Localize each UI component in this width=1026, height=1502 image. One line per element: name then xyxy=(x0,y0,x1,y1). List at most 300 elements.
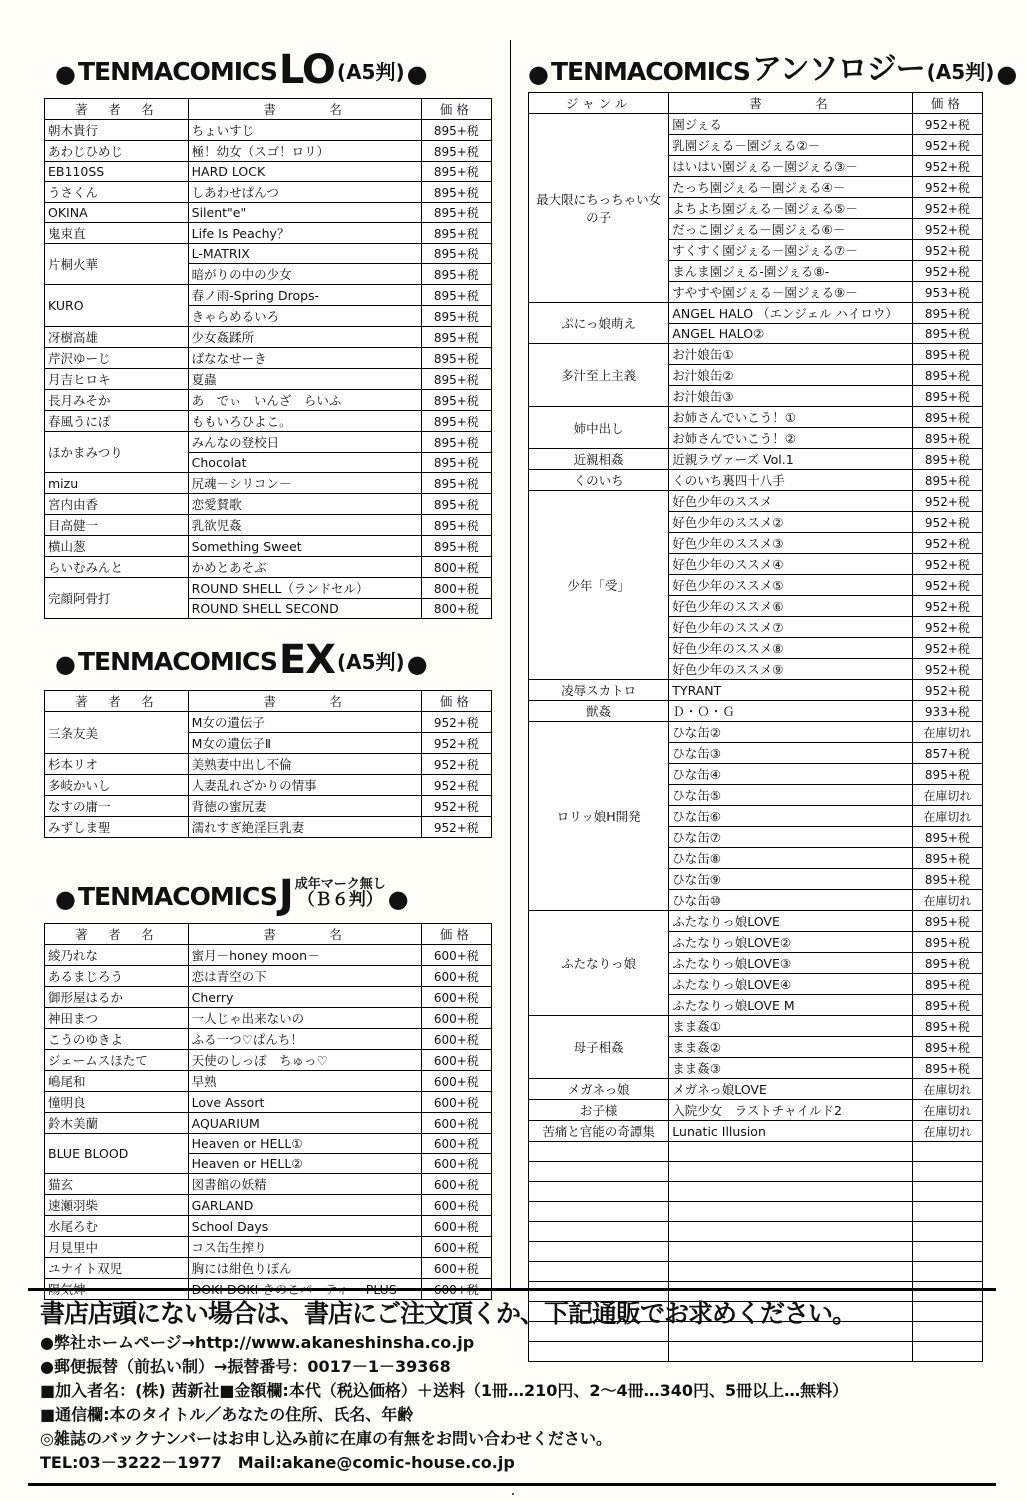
cell-author: 月吉ヒロキ xyxy=(45,369,189,390)
table-row xyxy=(45,411,492,432)
cell-author: 杉本リオ xyxy=(45,754,189,775)
table-row xyxy=(45,285,492,306)
size-label: (A5判) xyxy=(337,650,405,674)
cell-price: 895+税 xyxy=(912,953,982,974)
cell-price: 在庫切れ xyxy=(912,1100,982,1121)
cell-empty xyxy=(529,1162,669,1182)
cell-author: 憧明良 xyxy=(45,1092,189,1113)
cell-author: 速瀬羽柴 xyxy=(45,1195,189,1216)
cell-title: ひな缶⑨ xyxy=(669,869,913,890)
cell-title: DOKI DOKI きのこパーティー-PLUS- xyxy=(188,1279,421,1300)
cell-price: 952+税 xyxy=(912,659,982,680)
bullet-icon: ● xyxy=(55,885,76,913)
cell-title: ひな缶⑧ xyxy=(669,848,913,869)
table-row xyxy=(529,1016,983,1037)
cell-title: 天使のしっぽ ちゅっ♡ xyxy=(188,1050,421,1071)
cell-title: GARLAND xyxy=(188,1195,421,1216)
col-header-title: 書 名 xyxy=(669,93,913,114)
section-heading-lo xyxy=(55,47,428,93)
cell-genre: 母子相姦 xyxy=(529,1016,669,1079)
cell-author: 完顔阿骨打 xyxy=(45,578,189,619)
order-info-footer xyxy=(28,1288,996,1486)
cell-genre: 姉中出し xyxy=(529,407,669,449)
cell-price: 952+税 xyxy=(912,135,982,156)
cell-price: 952+税 xyxy=(912,240,982,261)
cell-title: 胸には紺色りぼん xyxy=(188,1258,421,1279)
cell-price: 在庫切れ xyxy=(912,1079,982,1100)
cell-author: 嶋尾和 xyxy=(45,1071,189,1092)
cell-genre: 多汁至上主義 xyxy=(529,344,669,407)
cell-title: ふたなりっ娘LOVE③ xyxy=(669,953,913,974)
col-header-genre: ジャンル xyxy=(529,93,669,114)
table-row xyxy=(45,203,492,223)
cell-author: 猫玄 xyxy=(45,1174,189,1195)
table-row xyxy=(45,369,492,390)
cell-price: 895+税 xyxy=(421,141,491,162)
table-row xyxy=(45,1008,492,1029)
bullet-icon-end: ● xyxy=(996,60,1018,88)
cell-title: きゃらめるいろ xyxy=(188,306,421,327)
brand-label: TENMACOMICS xyxy=(77,882,277,911)
cell-genre: 最大限にちっちゃい女の子 xyxy=(529,114,669,303)
cell-price: 600+税 xyxy=(421,1029,491,1050)
cell-price: 600+税 xyxy=(421,1279,491,1300)
cell-title: 好色少年のススメ⑦ xyxy=(669,617,913,638)
cell-price: 895+税 xyxy=(421,536,491,557)
cell-title: 入院少女 ラストチャイルド2 xyxy=(669,1100,913,1121)
col-header-author: 著 者 名 xyxy=(45,99,189,120)
table-row xyxy=(45,578,492,599)
table-row xyxy=(45,223,492,244)
series-label: LO xyxy=(278,47,335,93)
cell-title: ふたなりっ娘LOVE② xyxy=(669,932,913,953)
table-row xyxy=(529,344,983,365)
cell-title: 蜜月－honey moon－ xyxy=(188,945,421,966)
table-row-empty xyxy=(529,1182,983,1202)
cell-author: みずしま聖 xyxy=(45,817,189,838)
table-row xyxy=(45,712,492,733)
cell-genre: ふたなりっ娘 xyxy=(529,911,669,1016)
cell-price: 800+税 xyxy=(421,557,491,578)
cell-title: 近親ラヴァーズ Vol.1 xyxy=(669,449,913,470)
cell-empty xyxy=(529,1242,669,1262)
col-header-price: 価格 xyxy=(421,99,491,120)
cell-title: お姉さんでいこう！② xyxy=(669,428,913,449)
cell-title: だっこ園ジぇる－園ジぇる⑥－ xyxy=(669,219,913,240)
bullet-icon: ● xyxy=(528,60,549,88)
cell-author: あるまじろう xyxy=(45,966,189,987)
cell-title: はいはい園ジぇる－園ジぇる③－ xyxy=(669,156,913,177)
table-row xyxy=(529,722,983,743)
cell-price: 952+税 xyxy=(421,754,491,775)
cell-title: 好色少年のススメ⑧ xyxy=(669,638,913,659)
table-row xyxy=(45,141,492,162)
table-anthology xyxy=(528,92,983,1362)
cell-price: 895+税 xyxy=(421,453,491,473)
table-row xyxy=(529,911,983,932)
table-row xyxy=(45,1237,492,1258)
cell-author: 多岐かいし xyxy=(45,775,189,796)
table-row-empty xyxy=(529,1242,983,1262)
cell-title: Silent"e" xyxy=(188,203,421,223)
cell-title: メガネっ娘LOVE xyxy=(669,1079,913,1100)
table-row xyxy=(45,182,492,203)
cell-title: ひな缶③ xyxy=(669,743,913,764)
brand-label: TENMACOMICS xyxy=(77,57,277,86)
cell-price: 895+税 xyxy=(421,223,491,244)
cell-empty xyxy=(529,1222,669,1242)
cell-title: お姉さんでいこう！① xyxy=(669,407,913,428)
cell-price: 895+税 xyxy=(912,324,982,344)
cell-genre: 苦痛と官能の奇譚集 xyxy=(529,1121,669,1142)
cell-title: TYRANT xyxy=(669,680,913,701)
cell-genre: 近親相姦 xyxy=(529,449,669,470)
cell-price: 600+税 xyxy=(421,987,491,1008)
cell-title: ふたなりっ娘LOVE xyxy=(669,911,913,932)
col-header-title: 書 名 xyxy=(188,924,421,945)
table-row-empty xyxy=(529,1222,983,1242)
cell-title: ひな缶⑩ xyxy=(669,890,913,911)
cell-empty xyxy=(669,1222,913,1242)
table-row xyxy=(45,1216,492,1237)
cell-title: お汁娘缶② xyxy=(669,365,913,386)
cell-title: HARD LOCK xyxy=(188,162,421,182)
cell-title: くのいち裏四十八手 xyxy=(669,470,913,491)
table-body-anthology xyxy=(529,114,983,1362)
cell-price: 952+税 xyxy=(912,554,982,575)
cell-price: 952+税 xyxy=(912,617,982,638)
cell-price: 952+税 xyxy=(912,198,982,219)
footer-title: 書店店頭にない場合は、書店にご注文頂くか、下記通販でお求めください。 xyxy=(40,1299,857,1328)
table-row xyxy=(529,1079,983,1100)
table-row xyxy=(45,1029,492,1050)
cell-title: 好色少年のススメ⑥ xyxy=(669,596,913,617)
cell-title: ひな缶⑥ xyxy=(669,806,913,827)
cell-price: 895+税 xyxy=(421,390,491,411)
cell-author: 神田まつ xyxy=(45,1008,189,1029)
cell-price: 952+税 xyxy=(421,796,491,817)
cell-price: 857+税 xyxy=(912,743,982,764)
table-row xyxy=(45,557,492,578)
cell-price: 600+税 xyxy=(421,1050,491,1071)
col-header-title: 書 名 xyxy=(188,99,421,120)
table-row xyxy=(529,407,983,428)
cell-genre: お子様 xyxy=(529,1100,669,1121)
cell-price: 895+税 xyxy=(421,120,491,141)
cell-title: まんま園ジぇる-園ジぇる⑧- xyxy=(669,261,913,282)
table-row xyxy=(45,120,492,141)
cell-price: 895+税 xyxy=(421,244,491,264)
cell-title: お汁娘缶③ xyxy=(669,386,913,407)
cell-title: 好色少年のススメ xyxy=(669,491,913,512)
cell-title: L-MATRIX xyxy=(188,244,421,264)
cell-author: うさくん xyxy=(45,182,189,203)
cell-price: 895+税 xyxy=(912,407,982,428)
cell-price: 952+税 xyxy=(421,712,491,733)
table-row xyxy=(45,494,492,515)
cell-title: ROUND SHELL SECOND xyxy=(188,599,421,619)
cell-title: ふたなりっ娘LOVE④ xyxy=(669,974,913,995)
cell-title: 早熟 xyxy=(188,1071,421,1092)
cell-price: 952+税 xyxy=(912,638,982,659)
cell-title: ふたなりっ娘LOVE M xyxy=(669,995,913,1016)
cell-title: ももいろひよこ。 xyxy=(188,411,421,432)
bullet-icon-end: ● xyxy=(406,60,428,88)
cell-author: 御形屋はるか xyxy=(45,987,189,1008)
cell-price: 952+税 xyxy=(421,733,491,754)
cell-price: 600+税 xyxy=(421,1008,491,1029)
table-row xyxy=(45,966,492,987)
cell-price: 895+税 xyxy=(421,203,491,223)
cell-title: ANGEL HALO② xyxy=(669,324,913,344)
cell-author: 月見里中 xyxy=(45,1237,189,1258)
cell-title: 美熟妻中出し不倫 xyxy=(188,754,421,775)
cell-price: 895+税 xyxy=(912,827,982,848)
section-heading-j xyxy=(55,872,409,918)
cell-price: 895+税 xyxy=(421,162,491,182)
cell-title: 好色少年のススメ④ xyxy=(669,554,913,575)
cell-title: School Days xyxy=(188,1216,421,1237)
cell-price: 895+税 xyxy=(912,428,982,449)
cell-title: Heaven or HELL② xyxy=(188,1154,421,1174)
cell-title: 極！幼女（スゴ！ロリ） xyxy=(188,141,421,162)
cell-price: 895+税 xyxy=(421,494,491,515)
cell-price: 952+税 xyxy=(912,156,982,177)
size-label: (A5判) xyxy=(336,60,405,84)
cell-genre: ぷにっ娘萌え xyxy=(529,303,669,344)
cell-title: Lunatic Illusion xyxy=(669,1121,913,1142)
table-row xyxy=(45,473,492,494)
cell-title: Something Sweet xyxy=(188,536,421,557)
table-row xyxy=(45,1071,492,1092)
cell-title: 一人じゃ出来ないの xyxy=(188,1008,421,1029)
cell-title: 図書館の妖精 xyxy=(188,1174,421,1195)
col-header-price: 価格 xyxy=(912,93,982,114)
table-body-ex xyxy=(45,712,492,838)
cell-empty xyxy=(669,1162,913,1182)
cell-price: 952+税 xyxy=(421,775,491,796)
cell-price: 800+税 xyxy=(421,599,491,619)
footer-line: ◎雑誌のバックナンバーはお申し込み前に在庫の有無をお問い合わせください。 xyxy=(40,1429,613,1448)
cell-genre: 凌辱スカトロ xyxy=(529,680,669,701)
cell-price: 895+税 xyxy=(912,386,982,407)
cell-price: 895+税 xyxy=(421,306,491,327)
table-row xyxy=(45,1195,492,1216)
brand-label: TENMACOMICS xyxy=(77,647,277,676)
cell-empty xyxy=(669,1142,913,1162)
cell-empty xyxy=(529,1202,669,1222)
cell-title: たっち園ジぇる－園ジぇる④－ xyxy=(669,177,913,198)
cell-title: コス缶生搾り xyxy=(188,1237,421,1258)
cell-title: かめとあそぶ xyxy=(188,557,421,578)
size-label-stack xyxy=(295,878,386,910)
cell-title: よちよち園ジぇる－園ジぇる⑤－ xyxy=(669,198,913,219)
cell-price: 952+税 xyxy=(421,817,491,838)
cell-price: 600+税 xyxy=(421,1216,491,1237)
cell-author: 陽気婢 xyxy=(45,1279,189,1300)
footer-line: ●郵便振替（前払い制）→振替番号：0017－1－39368 xyxy=(40,1357,451,1376)
cell-empty xyxy=(912,1202,982,1222)
cell-author: 鬼束直 xyxy=(45,223,189,244)
cell-price: 933+税 xyxy=(912,701,982,722)
cell-price: 895+税 xyxy=(912,449,982,470)
table-body-lo xyxy=(45,120,492,619)
cell-price: 895+税 xyxy=(912,303,982,324)
cell-price: 895+税 xyxy=(912,932,982,953)
cell-price: 895+税 xyxy=(421,411,491,432)
table-row xyxy=(529,1100,983,1121)
cell-author: 綾乃れな xyxy=(45,945,189,966)
table-row xyxy=(529,1121,983,1142)
cell-author: 朝木貴行 xyxy=(45,120,189,141)
cell-author: OKINA xyxy=(45,203,189,223)
cell-author: ジェームスほたて xyxy=(45,1050,189,1071)
cell-price: 在庫切れ xyxy=(912,722,982,743)
cell-price: 895+税 xyxy=(912,911,982,932)
cell-price: 952+税 xyxy=(912,596,982,617)
table-header-row xyxy=(45,924,492,945)
cell-title: あ でぃ いんざ らいふ xyxy=(188,390,421,411)
cell-price: 952+税 xyxy=(912,575,982,596)
cell-price: 在庫切れ xyxy=(912,890,982,911)
cell-price: 895+税 xyxy=(421,348,491,369)
cell-title: 好色少年のススメ⑤ xyxy=(669,575,913,596)
cell-title: 人妻乱れざかりの情事 xyxy=(188,775,421,796)
col-header-author: 著 者 名 xyxy=(45,924,189,945)
bullet-icon-end: ● xyxy=(406,650,428,678)
cell-price: 895+税 xyxy=(912,848,982,869)
cell-title: ふる一つ♡ぱんち！ xyxy=(188,1029,421,1050)
table-row xyxy=(45,1134,492,1154)
cell-price: 600+税 xyxy=(421,1154,491,1174)
cell-empty xyxy=(912,1262,982,1282)
cell-title: まま姦① xyxy=(669,1016,913,1037)
cell-title: ちょいすじ xyxy=(188,120,421,141)
table-row xyxy=(45,817,492,838)
cell-title: 春ノ雨-Spring Drops- xyxy=(188,285,421,306)
cell-title: まま姦② xyxy=(669,1037,913,1058)
table-row xyxy=(45,754,492,775)
table-row xyxy=(45,244,492,264)
cell-price: 895+税 xyxy=(421,285,491,306)
footer-line: ■加入者名：(株) 茜新社■金額欄:本代（税込価格）＋送料（1冊…210円、2〜4冊…340円、5冊以上…無料） xyxy=(40,1381,849,1400)
cell-price: 895+税 xyxy=(912,995,982,1016)
cell-title: AQUARIUM xyxy=(188,1113,421,1134)
cell-title: Love Assort xyxy=(188,1092,421,1113)
cell-title: 背徳の蜜尻妻 xyxy=(188,796,421,817)
cell-price: 895+税 xyxy=(912,974,982,995)
col-header-title: 書 名 xyxy=(188,691,421,712)
cell-title: 暗がりの中の少女 xyxy=(188,264,421,285)
table-row xyxy=(529,491,983,512)
cell-author: こうのゆきよ xyxy=(45,1029,189,1050)
bullet-icon: ● xyxy=(55,60,76,88)
table-row xyxy=(45,327,492,348)
column-divider xyxy=(510,40,511,1288)
cell-price: 600+税 xyxy=(421,1195,491,1216)
cell-title: 乳園ジぇる－園ジぇる②－ xyxy=(669,135,913,156)
cell-price: 800+税 xyxy=(421,578,491,599)
cell-price: 在庫切れ xyxy=(912,806,982,827)
cell-price: 895+税 xyxy=(421,515,491,536)
series-label: アンソロジー xyxy=(751,52,925,87)
cell-price: 895+税 xyxy=(421,182,491,203)
size-note-bottom: （Ｂ６判） xyxy=(297,890,383,910)
cell-title: M女の遺伝子 xyxy=(188,712,421,733)
table-row xyxy=(45,536,492,557)
cell-price: 895+税 xyxy=(421,369,491,390)
cell-empty xyxy=(669,1182,913,1202)
col-header-price: 価格 xyxy=(421,691,491,712)
cell-empty xyxy=(529,1142,669,1162)
table-row xyxy=(45,775,492,796)
cell-author: EB110SS xyxy=(45,162,189,182)
col-header-author: 著 者 名 xyxy=(45,691,189,712)
table-row xyxy=(45,987,492,1008)
table-row xyxy=(45,432,492,453)
bullet-icon: ● xyxy=(55,650,76,678)
cell-author: 水尾ろむ xyxy=(45,1216,189,1237)
size-label: (A5判) xyxy=(926,60,995,84)
table-row xyxy=(45,1258,492,1279)
cell-author: 冴樹高雄 xyxy=(45,327,189,348)
footer-line: ●弊社ホームページ→http://www.akaneshinsha.co.jp xyxy=(40,1333,475,1352)
cell-price: 895+税 xyxy=(421,473,491,494)
cell-title: みんなの登校日 xyxy=(188,432,421,453)
cell-title: ひな缶② xyxy=(669,722,913,743)
col-header-price: 価格 xyxy=(421,924,491,945)
table-ex xyxy=(44,690,492,838)
table-row xyxy=(45,945,492,966)
cell-author: BLUE BLOOD xyxy=(45,1134,189,1174)
cell-price: 895+税 xyxy=(912,1016,982,1037)
series-label: EX xyxy=(278,637,336,683)
table-header-row xyxy=(45,99,492,120)
cell-title: Cherry xyxy=(188,987,421,1008)
cell-title: 園ジぇる xyxy=(669,114,913,135)
table-row xyxy=(45,1092,492,1113)
cell-price: 952+税 xyxy=(912,512,982,533)
cell-author: 片桐火華 xyxy=(45,244,189,285)
cell-title: ひな缶④ xyxy=(669,764,913,785)
cell-author: 三条友美 xyxy=(45,712,189,754)
table-row-empty xyxy=(529,1202,983,1222)
cell-author: なすの庸一 xyxy=(45,796,189,817)
table-row xyxy=(45,1174,492,1195)
cell-price: 952+税 xyxy=(912,177,982,198)
cell-empty xyxy=(912,1242,982,1262)
table-j xyxy=(44,923,492,1300)
cell-author: 長月みそか xyxy=(45,390,189,411)
page-number: ・ xyxy=(507,1488,519,1501)
cell-title: 少女姦蹂所 xyxy=(188,327,421,348)
cell-empty xyxy=(912,1142,982,1162)
cell-title: ばななせーき xyxy=(188,348,421,369)
cell-price: 952+税 xyxy=(912,680,982,701)
cell-title: 好色少年のススメ⑨ xyxy=(669,659,913,680)
footer-line: ■通信欄:本のタイトル／あなたの住所、氏名、年齢 xyxy=(40,1405,414,1424)
table-row xyxy=(45,515,492,536)
cell-title: すやすや園ジぇる－園ジぇる⑨－ xyxy=(669,282,913,303)
cell-price: 600+税 xyxy=(421,1174,491,1195)
cell-author: 春風うにぽ xyxy=(45,411,189,432)
cell-genre: 獣姦 xyxy=(529,701,669,722)
cell-title: 好色少年のススメ③ xyxy=(669,533,913,554)
table-header-row xyxy=(529,93,983,114)
cell-title: お汁娘缶① xyxy=(669,344,913,365)
table-row xyxy=(529,303,983,324)
size-note-top: 成年マーク無し xyxy=(294,877,386,892)
